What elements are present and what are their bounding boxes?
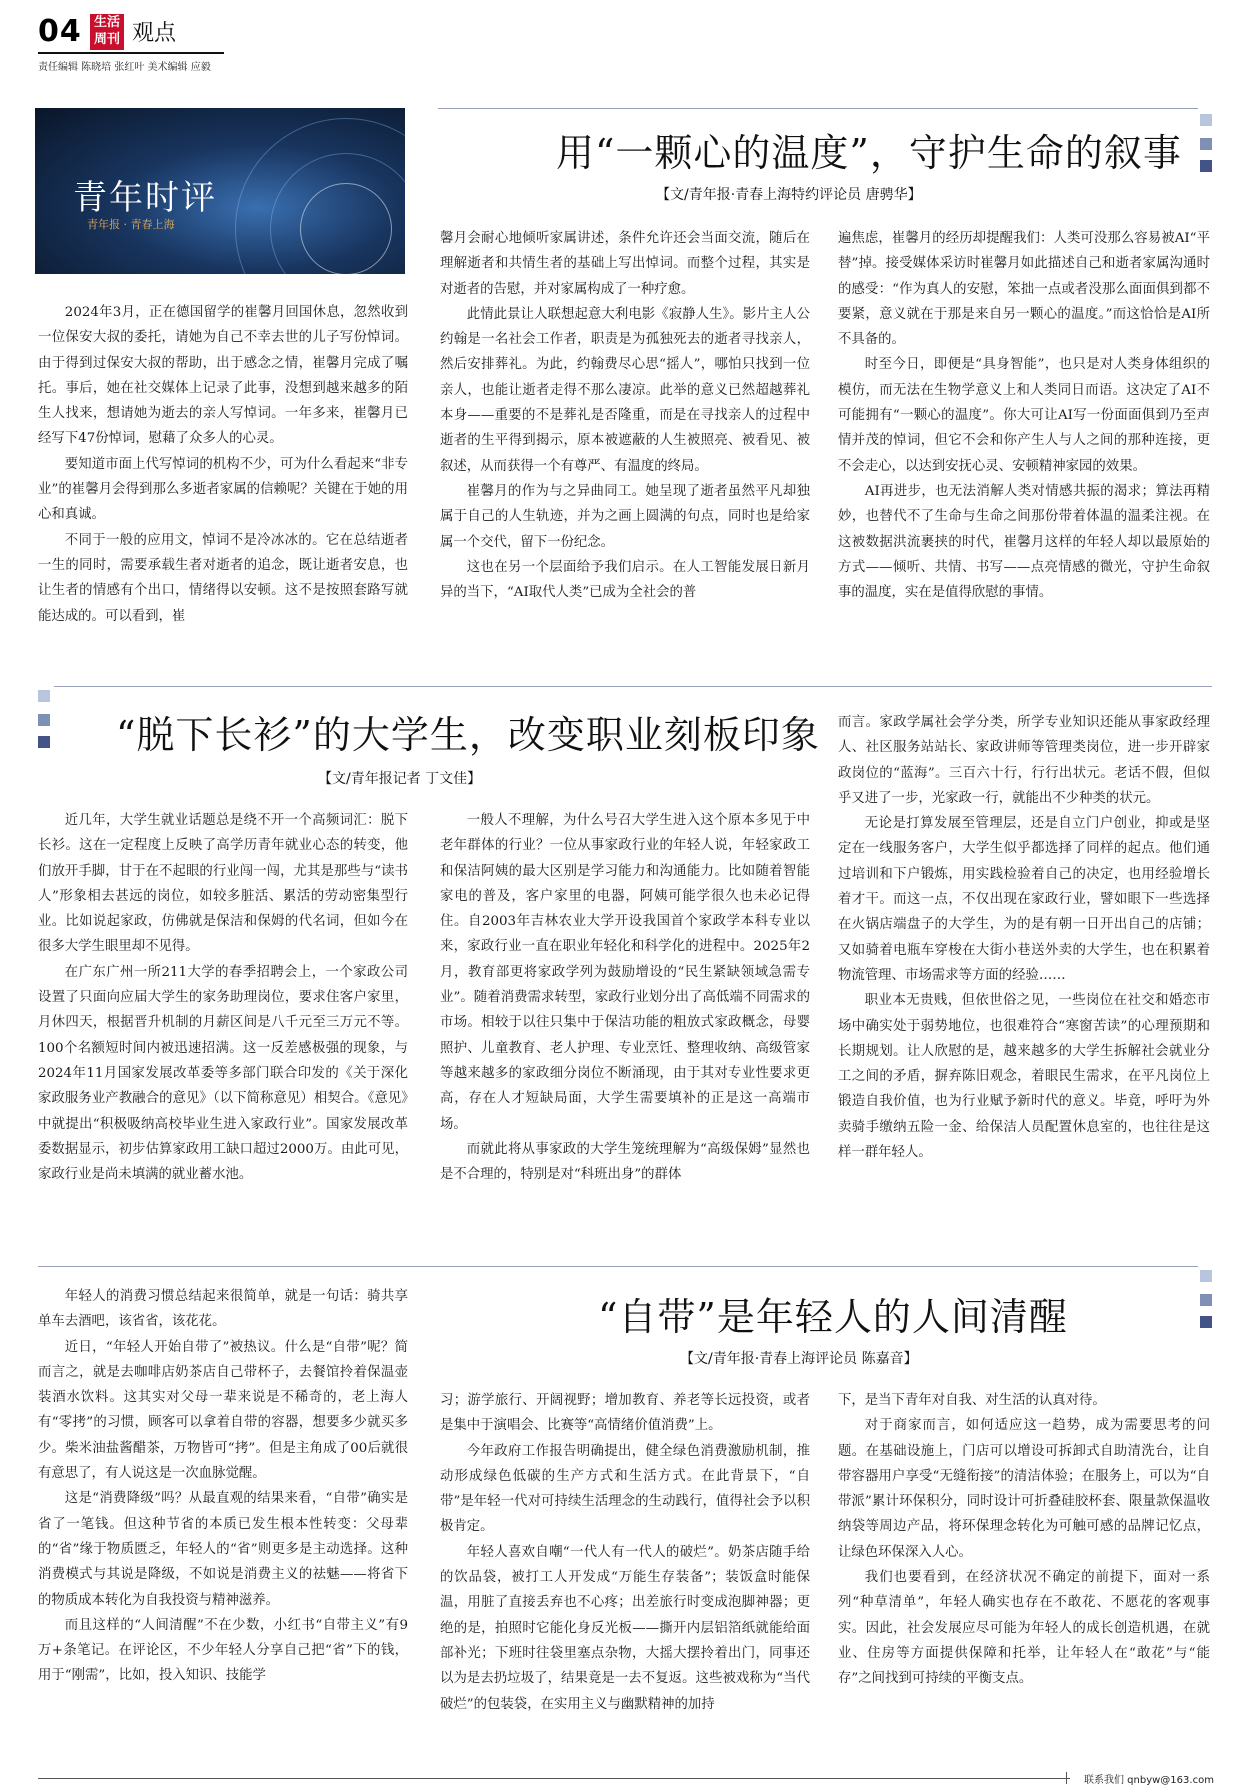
article2-title: “脱下长衫”的大学生，改变职业刻板印象 (116, 713, 820, 757)
paragraph: 在广东广州一所211大学的春季招聘会上，一个家政公司设置了只面向应届大学生的家务助理岗位，要求住客户家里，月休四天，根据晋升机制的月薪区间是八千元至三万元不等。100个名额短时间内被迅速招满。这一反差感极强的现象，与2024年11月国家发展改革委等多部门联合印发的《关于深化家政服务业产教融合的意见》（以下简称意见）相契合。《意见》中就提出“积极吸纳高校毕业生进入家政行业”。国家发展改革委数据显示，初步估算家政用工缺口超过2000万。由此可见，家政行业是尚未填满的就业蓄水池。 (38, 964, 408, 1183)
article3-column-3 (838, 1388, 1210, 1692)
paragraph: 要知道市面上代写悼词的机构不少，可为什么看起来“非专业”的崔馨月会得到那么多逝者家属的信赖呢？关键在于她的用心和真诚。 (38, 456, 408, 523)
article2-byline: 【文/青年报记者 丁文佳】 (318, 771, 482, 787)
banner-title: 青年时评 (73, 178, 217, 218)
paragraph: 时至今日，即便是“具身智能”，也只是对人类身体组织的模仿，而无法在生物学意义上和人类同日而语。这决定了AI不可能拥有“一颗心的温度”。你大可让AI写一份面面俱到乃至声情并茂的悼词，但它不会和你产生人与人之间的那种连接，更不会走心，以达到安抚心灵、安顿精神家园的效果。 (838, 357, 1210, 474)
paragraph: 对于商家而言，如何适应这一趋势，成为需要思考的问题。在基础设施上，门店可以增设可拆卸式自助清洗台，让自带容器用户享受“无缝衔接”的清洁体验；在服务上，可以为“自带派”累计环保积分，同时设计可折叠硅胶杯套、限量款保温收纳袋等周边产品，将环保理念转化为可触可感的品牌记忆点，让绿色环保深入人心。 (838, 1418, 1210, 1560)
paragraph: 而就此将从事家政的大学生笼统理解为“高级保姆”显然也是不合理的，特别是对“科班出身”的群体 (440, 1141, 810, 1183)
header-rule (38, 52, 224, 54)
decor-square (1200, 1294, 1212, 1306)
article2-column-3 (838, 710, 1210, 1165)
paragraph: 近日，“年轻人开始自带了”被热议。什么是“自带”呢？简而言之，就是去咖啡店奶茶店自己带杯子，去餐馆拎着保温壶装酒水饮料。这其实对父母一辈来说是不稀奇的，老上海人有“零拷”的习惯，顾客可以拿着自带的容器，想要多少就买多少。柴米油盐酱醋茶，万物皆可“拷”。但是主角成了00后就很有意思了，有人说这是一次血脉觉醒。 (38, 1339, 408, 1482)
paragraph: 这是“消费降级”吗？从最直观的结果来看，“自带”确实是省了一笔钱。但这种节省的本质已发生根本性转变：父母辈的“省”缘于物质匮乏，年轻人的“省”则更多是主动选择。这种消费模式与其说是降级，不如说是消费主义的祛魅——将省下的物质成本转化为自我投资与精神滋养。 (38, 1491, 408, 1608)
paragraph: 年轻人的消费习惯总结起来很简单，就是一句话：骑共享单车去酒吧，该省省，该花花。 (38, 1289, 408, 1330)
paragraph: 无论是打算发展至管理层，还是自立门户创业，抑或是坚定在一线服务客户，大学生似乎都选择了同样的起点。他们通过培训和下户锻炼，用实践检验着自己的决定，也用经验增长着才干。而这一点，不仅出现在家政行业，譬如眼下一些选择在火锅店端盘子的大学生，为的是有朝一日开出自己的店铺；又如骑着电瓶车穿梭在大街小巷送外卖的大学生，也在积累着物流管理、市场需求等方面的经验…… (838, 816, 1210, 983)
paragraph: 2024年3月，正在德国留学的崔馨月回国休息，忽然收到一位保安大叔的委托，请她为自己不幸去世的儿子写份悼词。由于得到过保安大叔的帮助，出于感念之情，崔馨月完成了嘱托。事后，她在社交媒体上记录了此事，没想到越来越多的陌生人找来，想请她为逝去的亲人写悼词。一年多来，崔馨月已经写下47份悼词，慰藉了众多人的心灵。 (38, 305, 408, 447)
paragraph: 下，是当下青年对自我、对生活的认真对待。 (838, 1393, 1106, 1408)
article1-column-1 (38, 300, 408, 629)
article2-divider (54, 686, 1212, 687)
article1-column-2 (440, 226, 810, 605)
decor-square (1200, 1316, 1212, 1328)
paragraph: 遍焦虑，崔馨月的经历却提醒我们：人类可没那么容易被AI“平替”掉。接受媒体采访时崔馨月如此描述自己和逝者家属沟通时的感受：“作为真人的安慰，笨拙一点或者没那么面面俱到都不要紧，意义就在于那是来自另一颗心的温度。”而这恰恰是AI所不具备的。 (838, 231, 1210, 348)
article1-divider (438, 108, 1198, 109)
paragraph: 今年政府工作报告明确提出，健全绿色消费激励机制，推动形成绿色低碳的生产方式和生活方式。在此背景下，“自带”是年轻一代对可持续生活理念的生动践行，值得社会予以积极肯定。 (440, 1443, 810, 1535)
paragraph: 而言。家政学属社会学分类，所学专业知识还能从事家政经理人、社区服务站站长、家政讲师等管理类岗位，进一步开辟家政岗位的“蓝海”。三百六十行，行行出状元。老话不假，但似乎又进了一步，光家政一行，就能出不少种类的状元。 (838, 715, 1210, 806)
article2-column-2 (440, 808, 810, 1187)
paragraph: 这也在另一个层面给予我们启示。在人工智能发展日新月异的当下，“AI取代人类”已成为全社会的普 (440, 559, 810, 601)
section-title: 观点 (132, 21, 177, 46)
article3-column-2 (440, 1388, 810, 1717)
article3-column-1 (38, 1284, 408, 1689)
publication-logo: 生活周刊 (90, 14, 124, 50)
decor-square (1200, 138, 1212, 150)
article2-column-1 (38, 808, 408, 1187)
paragraph: 而且这样的“人间清醒”不在少数，小红书“自带主义”有9万+条笔记。在评论区，不少年轻人分享自己把“省”下的钱，用于“刚需”，比如，投入知识、技能学 (38, 1617, 408, 1684)
paragraph: 一般人不理解，为什么号召大学生进入这个原本多见于中老年群体的行业？一位从事家政行业的年轻人说，年轻家政工和保洁阿姨的最大区别是学习能力和沟通能力。比如随着智能家电的普及，客户家里的电器，阿姨可能学很久也未必记得住。自2003年吉林农业大学开设我国首个家政学本科专业以来，家政行业一直在职业年轻化和科学化的进程中。2025年2月，教育部更将家政学列为鼓励增设的“民生紧缺领域急需专业”。随着消费需求转型，家政行业划分出了高低端不同需求的市场。相较于以往只集中于保洁功能的粗放式家政概念，母婴照护、儿童教育、老人护理、专业烹饪、整理收纳、高级管家等越来越多的家政细分岗位不断涌现，由于其对专业性要求更高，存在人才短缺局面，大学生需要填补的正是这一高端市场。 (440, 813, 810, 1132)
paragraph: 此情此景让人联想起意大利电影《寂静人生》。影片主人公约翰是一名社会工作者，职责是为孤独死去的逝者寻找亲人，然后安排葬礼。为此，约翰费尽心思“摇人”，哪怕只找到一位亲人，也能让逝者走得不那么凄凉。此举的意义已然超越葬礼本身——重要的不是葬礼是否隆重，而是在寻找亲人的过程中逝者的生平得到揭示，原本被遮蔽的人生被照亮、被看见、被叙述，从而获得一个有尊严、有温度的终局。 (440, 306, 810, 474)
paragraph: 不同于一般的应用文，悼词不是冷冰冰的。它在总结逝者一生的同时，需要承载生者对逝者的追念，既让逝者安息，也让生者的情感有个出口，情绪得以安顿。这不是按照套路写就能达成的。可以看到，崔 (38, 532, 408, 624)
paragraph: 习；游学旅行、开阔视野；增加教育、养老等长远投资，或者是集中于演唱会、比赛等“高情绪价值消费”上。 (440, 1393, 810, 1434)
paragraph: 崔馨月的作为与之异曲同工。她呈现了逝者虽然平凡却独属于自己的人生轨迹，并为之画上圆满的句点，同时也是给家属一个交代，留下一份纪念。 (440, 483, 810, 550)
article1-title: 用“一颗心的温度”，守护生命的叙事 (556, 131, 1182, 175)
decor-square (38, 736, 50, 748)
article1-column-3 (838, 226, 1210, 605)
page-number: 04 (38, 14, 82, 49)
article1-byline: 【文/青年报·青春上海特约评论员 唐骋华】 (656, 187, 922, 203)
paragraph: 年轻人喜欢自嘲“一代人有一代人的破烂”。奶茶店随手给的饮品袋，被打工人开发成“万能生存装备”；装饭盒时能保温，用脏了直接丢弃也不心疼；出差旅行时变成泡脚神器；更绝的是，拍照时它能化身反光板——撕开内层铝箔纸就能给面部补光；下班时往袋里塞点杂物，大摇大摆拎着出门，同事还以为是去扔垃圾了，结果竟是一去不复返。这些被戏称为“当代破烂”的包装袋，在实用主义与幽默精神的加持 (440, 1544, 810, 1712)
footer-tick (1066, 1772, 1067, 1784)
article3-title: “自带”是年轻人的人间清醒 (598, 1295, 1068, 1339)
decor-square (38, 714, 50, 726)
decor-square (38, 690, 50, 702)
footer-rule (38, 1778, 1070, 1779)
paragraph: 我们也要看到，在经济状况不确定的前提下，面对一系列“种草清单”，年轻人确实也存在不敢花、不愿花的客观事实。因此，社会发展应尽可能为年轻人的成长创造机遇，在就业、住房等方面提供保障和托举，让年轻人在“敢花”与“能存”之间找到可持续的平衡支点。 (838, 1570, 1210, 1687)
paragraph: 馨月会耐心地倾听家属讲述，条件允许还会当面交流，随后在理解逝者和共情生者的基础上写出悼词。而整个过程，其实是对逝者的告慰，并对家属构成了一种疗愈。 (440, 231, 810, 297)
editors-credit: 责任编辑 陈晓培 张红叶 美术编辑 应毅 (38, 62, 211, 73)
paragraph: 近几年，大学生就业话题总是绕不开一个高频词汇：脱下长衫。这在一定程度上反映了高学历青年就业心态的转变，他们放开手脚，甘于在不起眼的行业闯一闯，尤其是那些与“读书人”形象相去甚远的岗位，如较多脏活、累活的劳动密集型行业。比如说起家政，仿佛就是保洁和保姆的代名词，但如今在很多大学生眼里却不见得。 (38, 813, 408, 955)
decor-square (1200, 160, 1212, 172)
column-banner-image (35, 108, 405, 274)
paragraph: 职业本无贵贱，但依世俗之见，一些岗位在社交和婚恋市场中确实处于弱势地位，也很难符合“寒窗苦读”的心理预期和长期规划。让人欣慰的是，越来越多的大学生拆解社会就业分工之间的矛盾，摒弃陈旧观念，着眼民生需求，在平凡岗位上锻造自我价值，也为行业赋予新时代的意义。毕竟，呼吁为外卖骑手缴纳五险一金、给保洁人员配置休息室的，也往往是这样一群年轻人。 (838, 993, 1210, 1161)
decor-square (1200, 114, 1212, 126)
paragraph: AI再进步，也无法消解人类对情感共振的渴求；算法再精妙，也替代不了生命与生命之间那份带着体温的温柔注视。在这被数据洪流裹挟的时代，崔馨月这样的年轻人却以最原始的方式——倾听、共情、书写——点亮情感的微光，守护生命叙事的温度，实在是值得欣慰的事情。 (838, 483, 1210, 601)
article3-divider (38, 1266, 1198, 1267)
footer-contact: 联系我们 qnbyw@163.com (1084, 1775, 1214, 1786)
article3-byline: 【文/青年报·青春上海评论员 陈嘉音】 (680, 1351, 918, 1367)
banner-subtitle: 青年报 · 青春上海 (87, 218, 175, 231)
decor-square (1200, 1270, 1212, 1282)
